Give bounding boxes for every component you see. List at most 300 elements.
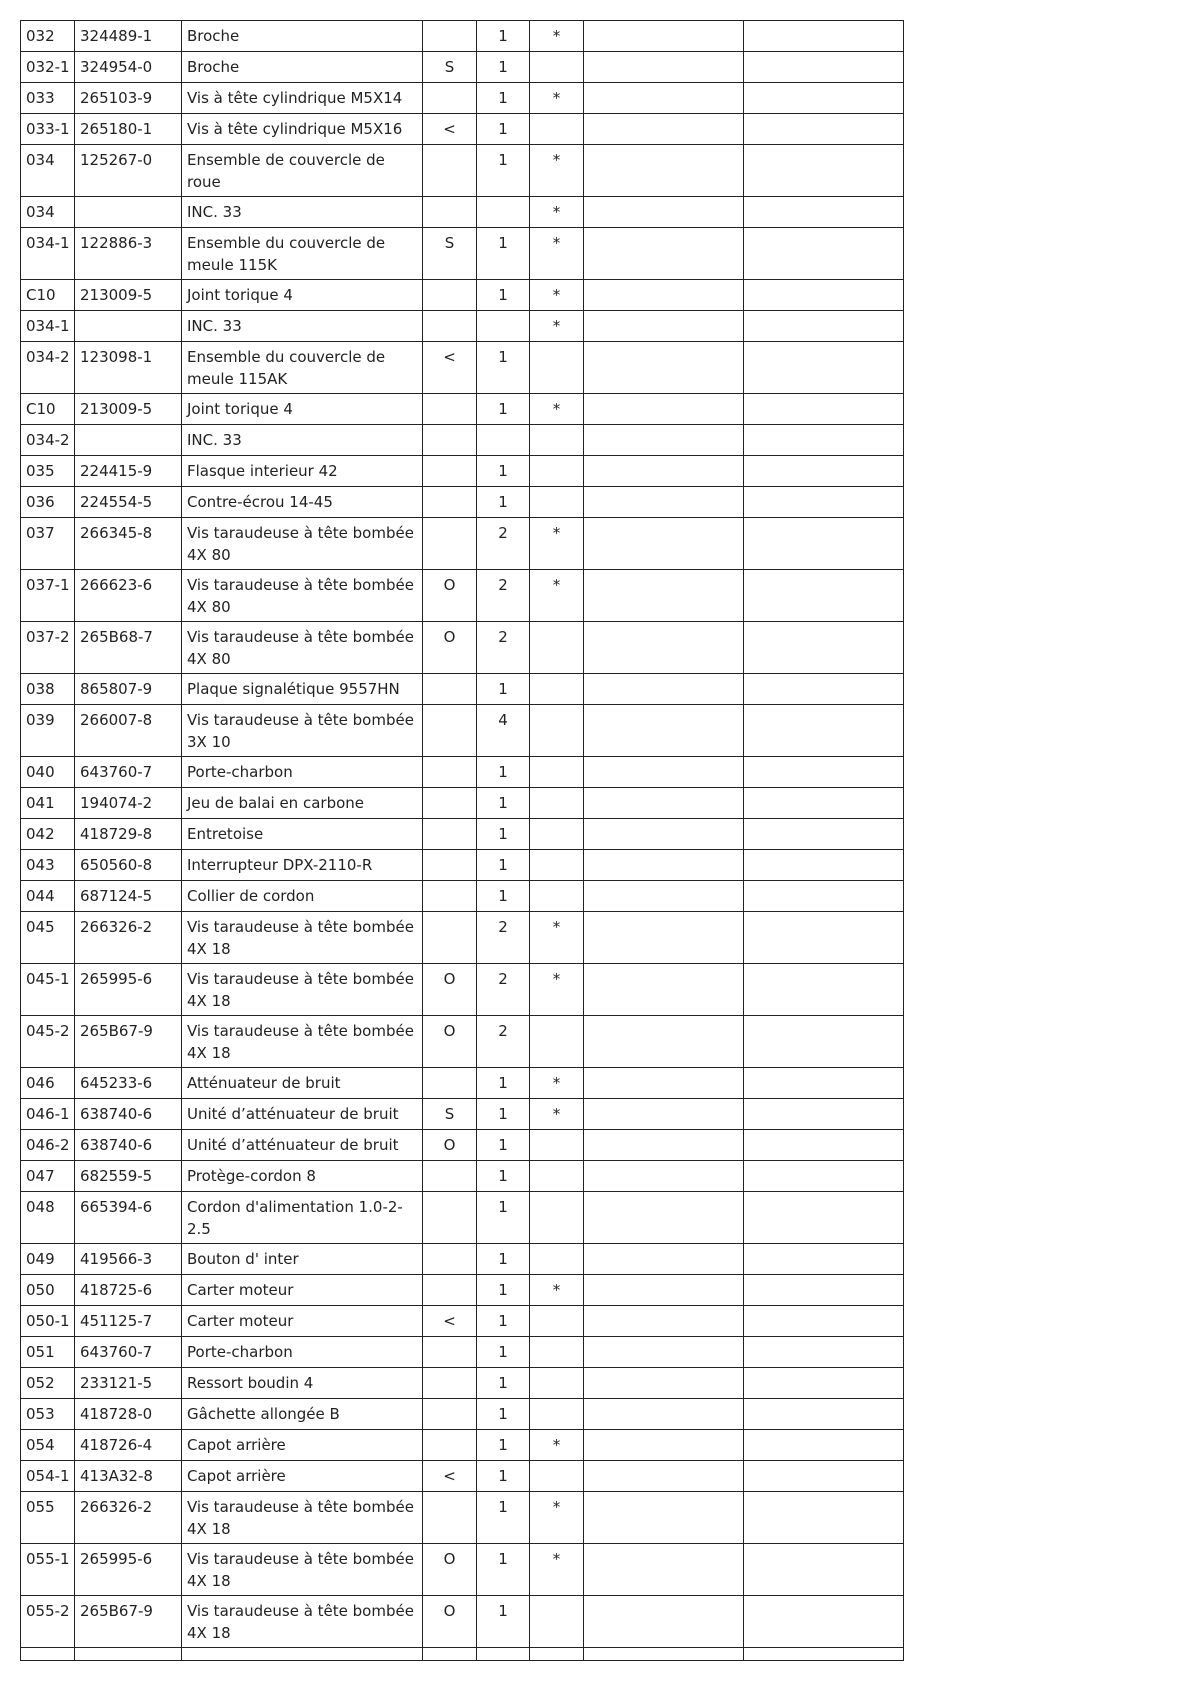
item-no-cell: 045-2 [21, 1016, 75, 1068]
code-cell [423, 1399, 477, 1430]
description-cell: Unité d’atténuateur de bruit [182, 1130, 423, 1161]
note-cell [530, 757, 584, 788]
extra-cell-1 [584, 197, 744, 228]
description-cell: Broche [182, 21, 423, 52]
extra-cell-1 [584, 311, 744, 342]
item-no-cell: C10 [21, 394, 75, 425]
note-cell [530, 1244, 584, 1275]
extra-cell-2 [744, 197, 904, 228]
table-row [21, 622, 904, 674]
continued-cell [75, 1648, 182, 1661]
extra-cell-2 [744, 114, 904, 145]
qty-cell: 1 [477, 114, 530, 145]
extra-cell-1 [584, 52, 744, 83]
table-row [21, 280, 904, 311]
qty-cell: 1 [477, 1461, 530, 1492]
qty-cell: 1 [477, 674, 530, 705]
extra-cell-1 [584, 394, 744, 425]
qty-cell: 1 [477, 394, 530, 425]
qty-cell: 1 [477, 1368, 530, 1399]
extra-cell-1 [584, 83, 744, 114]
extra-cell-1 [584, 518, 744, 570]
extra-cell-2 [744, 1492, 904, 1544]
qty-cell: 1 [477, 1275, 530, 1306]
note-cell [530, 1306, 584, 1337]
note-cell [530, 425, 584, 456]
table-row [21, 1306, 904, 1337]
note-cell [530, 1596, 584, 1648]
extra-cell-1 [584, 1596, 744, 1648]
part-no-cell: 125267-0 [75, 145, 182, 197]
table-row [21, 342, 904, 394]
table-row [21, 1337, 904, 1368]
table-row [21, 850, 904, 881]
extra-cell-1 [584, 1099, 744, 1130]
item-no-cell: C10 [21, 280, 75, 311]
note-cell [530, 622, 584, 674]
extra-cell-1 [584, 1492, 744, 1544]
note-cell: * [530, 964, 584, 1016]
description-cell: Porte-charbon [182, 1337, 423, 1368]
extra-cell-1 [584, 1016, 744, 1068]
table-row [21, 518, 904, 570]
qty-cell: 1 [477, 83, 530, 114]
table-row [21, 228, 904, 280]
item-no-cell: 041 [21, 788, 75, 819]
qty-cell: 1 [477, 1099, 530, 1130]
note-cell [530, 1368, 584, 1399]
extra-cell-2 [744, 1244, 904, 1275]
item-no-cell: 050-1 [21, 1306, 75, 1337]
note-cell [530, 114, 584, 145]
table-row [21, 964, 904, 1016]
table-row [21, 819, 904, 850]
extra-cell-2 [744, 1130, 904, 1161]
item-no-cell: 055-1 [21, 1544, 75, 1596]
note-cell [530, 705, 584, 757]
item-no-cell: 033-1 [21, 114, 75, 145]
continued-cell [21, 1648, 75, 1661]
part-no-cell: 665394-6 [75, 1192, 182, 1244]
note-cell: * [530, 570, 584, 622]
note-cell: * [530, 1099, 584, 1130]
extra-cell-1 [584, 21, 744, 52]
qty-cell: 1 [477, 52, 530, 83]
item-no-cell: 035 [21, 456, 75, 487]
extra-cell-1 [584, 964, 744, 1016]
table-row [21, 1461, 904, 1492]
extra-cell-2 [744, 342, 904, 394]
code-cell [423, 425, 477, 456]
code-cell [423, 145, 477, 197]
code-cell [423, 1244, 477, 1275]
note-cell: * [530, 83, 584, 114]
extra-cell-1 [584, 1544, 744, 1596]
part-no-cell: 413A32-8 [75, 1461, 182, 1492]
description-cell: Carter moteur [182, 1306, 423, 1337]
table-row [21, 1130, 904, 1161]
part-no-cell: 418729-8 [75, 819, 182, 850]
part-no-cell: 224554-5 [75, 487, 182, 518]
note-cell [530, 1016, 584, 1068]
item-no-cell: 043 [21, 850, 75, 881]
extra-cell-2 [744, 1161, 904, 1192]
item-no-cell: 052 [21, 1368, 75, 1399]
description-cell: Unité d’atténuateur de bruit [182, 1099, 423, 1130]
part-no-cell: 265995-6 [75, 1544, 182, 1596]
part-no-cell [75, 425, 182, 456]
item-no-cell: 054-1 [21, 1461, 75, 1492]
table-row [21, 394, 904, 425]
extra-cell-2 [744, 487, 904, 518]
extra-cell-1 [584, 881, 744, 912]
table-row [21, 83, 904, 114]
qty-cell: 1 [477, 342, 530, 394]
note-cell: * [530, 197, 584, 228]
code-cell [423, 705, 477, 757]
part-no-cell: 266007-8 [75, 705, 182, 757]
part-no-cell: 266326-2 [75, 1492, 182, 1544]
part-no-cell: 265995-6 [75, 964, 182, 1016]
part-no-cell [75, 311, 182, 342]
extra-cell-1 [584, 456, 744, 487]
extra-cell-2 [744, 622, 904, 674]
table-row [21, 912, 904, 964]
description-cell: Vis taraudeuse à tête bombée 4X 18 [182, 964, 423, 1016]
extra-cell-1 [584, 280, 744, 311]
part-no-cell: 265180-1 [75, 114, 182, 145]
item-no-cell: 034-2 [21, 342, 75, 394]
item-no-cell: 055 [21, 1492, 75, 1544]
code-cell [423, 311, 477, 342]
code-cell: O [423, 964, 477, 1016]
item-no-cell: 037-2 [21, 622, 75, 674]
part-no-cell: 418728-0 [75, 1399, 182, 1430]
extra-cell-1 [584, 342, 744, 394]
note-cell [530, 674, 584, 705]
qty-cell: 1 [477, 850, 530, 881]
description-cell: Vis à tête cylindrique M5X16 [182, 114, 423, 145]
code-cell [423, 850, 477, 881]
description-cell: Vis taraudeuse à tête bombée 4X 18 [182, 1544, 423, 1596]
qty-cell: 1 [477, 1306, 530, 1337]
item-no-cell: 050 [21, 1275, 75, 1306]
note-cell [530, 1337, 584, 1368]
item-no-cell: 054 [21, 1430, 75, 1461]
table-row [21, 425, 904, 456]
extra-cell-2 [744, 1275, 904, 1306]
note-cell [530, 342, 584, 394]
extra-cell-2 [744, 145, 904, 197]
part-no-cell: 451125-7 [75, 1306, 182, 1337]
description-cell: Bouton d' inter [182, 1244, 423, 1275]
item-no-cell: 042 [21, 819, 75, 850]
qty-cell: 1 [477, 228, 530, 280]
note-cell: * [530, 1544, 584, 1596]
item-no-cell: 034-2 [21, 425, 75, 456]
description-cell: Flasque interieur 42 [182, 456, 423, 487]
description-cell: Contre-écrou 14-45 [182, 487, 423, 518]
table-row [21, 570, 904, 622]
extra-cell-2 [744, 394, 904, 425]
extra-cell-2 [744, 1192, 904, 1244]
part-no-cell: 265B67-9 [75, 1596, 182, 1648]
item-no-cell: 055-2 [21, 1596, 75, 1648]
code-cell [423, 881, 477, 912]
code-cell: S [423, 52, 477, 83]
qty-cell: 1 [477, 1596, 530, 1648]
part-no-cell: 643760-7 [75, 1337, 182, 1368]
extra-cell-2 [744, 674, 904, 705]
table-row [21, 1099, 904, 1130]
part-no-cell: 266345-8 [75, 518, 182, 570]
description-cell: Protège-cordon 8 [182, 1161, 423, 1192]
part-no-cell: 638740-6 [75, 1130, 182, 1161]
code-cell [423, 197, 477, 228]
qty-cell: 2 [477, 518, 530, 570]
qty-cell [477, 425, 530, 456]
part-no-cell: 650560-8 [75, 850, 182, 881]
note-cell: * [530, 228, 584, 280]
extra-cell-1 [584, 705, 744, 757]
qty-cell: 1 [477, 819, 530, 850]
code-cell [423, 1068, 477, 1099]
description-cell: Entretoise [182, 819, 423, 850]
description-cell: Atténuateur de bruit [182, 1068, 423, 1099]
description-cell: Ensemble du couvercle de meule 115K [182, 228, 423, 280]
extra-cell-2 [744, 21, 904, 52]
note-cell: * [530, 1275, 584, 1306]
continued-cell [584, 1648, 744, 1661]
extra-cell-2 [744, 311, 904, 342]
note-cell: * [530, 311, 584, 342]
description-cell: Jeu de balai en carbone [182, 788, 423, 819]
qty-cell: 1 [477, 1130, 530, 1161]
part-no-cell: 266623-6 [75, 570, 182, 622]
extra-cell-2 [744, 518, 904, 570]
code-cell [423, 21, 477, 52]
qty-cell: 1 [477, 1192, 530, 1244]
item-no-cell: 046-1 [21, 1099, 75, 1130]
extra-cell-2 [744, 912, 904, 964]
qty-cell: 1 [477, 456, 530, 487]
code-cell: < [423, 1461, 477, 1492]
note-cell [530, 1161, 584, 1192]
table-row [21, 1161, 904, 1192]
code-cell [423, 1161, 477, 1192]
qty-cell: 4 [477, 705, 530, 757]
description-cell: INC. 33 [182, 425, 423, 456]
table-row [21, 788, 904, 819]
item-no-cell: 049 [21, 1244, 75, 1275]
part-no-cell: 233121-5 [75, 1368, 182, 1399]
extra-cell-1 [584, 114, 744, 145]
description-cell: Plaque signalétique 9557HN [182, 674, 423, 705]
extra-cell-2 [744, 1337, 904, 1368]
note-cell [530, 881, 584, 912]
qty-cell: 1 [477, 1337, 530, 1368]
code-cell [423, 757, 477, 788]
extra-cell-2 [744, 1368, 904, 1399]
description-cell: Capot arrière [182, 1461, 423, 1492]
part-no-cell: 324489-1 [75, 21, 182, 52]
part-no-cell: 418726-4 [75, 1430, 182, 1461]
description-cell: Cordon d'alimentation 1.0-2-2.5 [182, 1192, 423, 1244]
qty-cell: 2 [477, 912, 530, 964]
description-cell: Vis taraudeuse à tête bombée 4X 18 [182, 1016, 423, 1068]
description-cell: Ensemble de couvercle de roue [182, 145, 423, 197]
part-no-cell [75, 197, 182, 228]
code-cell: S [423, 228, 477, 280]
item-no-cell: 032-1 [21, 52, 75, 83]
extra-cell-1 [584, 425, 744, 456]
part-no-cell: 324954-0 [75, 52, 182, 83]
extra-cell-1 [584, 1192, 744, 1244]
extra-cell-1 [584, 1430, 744, 1461]
extra-cell-2 [744, 1430, 904, 1461]
part-no-cell: 682559-5 [75, 1161, 182, 1192]
qty-cell: 2 [477, 1016, 530, 1068]
table-row [21, 1192, 904, 1244]
extra-cell-1 [584, 1306, 744, 1337]
table-row [21, 197, 904, 228]
qty-cell: 2 [477, 622, 530, 674]
table-row-continued [21, 1648, 904, 1661]
note-cell [530, 487, 584, 518]
qty-cell: 2 [477, 570, 530, 622]
extra-cell-2 [744, 705, 904, 757]
extra-cell-1 [584, 145, 744, 197]
item-no-cell: 032 [21, 21, 75, 52]
code-cell [423, 788, 477, 819]
table-row [21, 1016, 904, 1068]
extra-cell-2 [744, 280, 904, 311]
extra-cell-2 [744, 1016, 904, 1068]
extra-cell-1 [584, 1161, 744, 1192]
part-no-cell: 865807-9 [75, 674, 182, 705]
code-cell [423, 819, 477, 850]
item-no-cell: 044 [21, 881, 75, 912]
qty-cell [477, 197, 530, 228]
part-no-cell: 266326-2 [75, 912, 182, 964]
parts-table-body [21, 21, 904, 1661]
code-cell: < [423, 342, 477, 394]
extra-cell-2 [744, 83, 904, 114]
description-cell: Vis taraudeuse à tête bombée 4X 18 [182, 1596, 423, 1648]
table-row [21, 1275, 904, 1306]
extra-cell-1 [584, 912, 744, 964]
continued-cell [530, 1648, 584, 1661]
qty-cell: 1 [477, 1244, 530, 1275]
extra-cell-1 [584, 1337, 744, 1368]
extra-cell-2 [744, 881, 904, 912]
table-row [21, 674, 904, 705]
part-no-cell: 419566-3 [75, 1244, 182, 1275]
note-cell: * [530, 518, 584, 570]
item-no-cell: 034 [21, 145, 75, 197]
part-no-cell: 687124-5 [75, 881, 182, 912]
extra-cell-2 [744, 52, 904, 83]
extra-cell-1 [584, 757, 744, 788]
code-cell: S [423, 1099, 477, 1130]
description-cell: Ressort boudin 4 [182, 1368, 423, 1399]
note-cell: * [530, 1430, 584, 1461]
part-no-cell: 213009-5 [75, 394, 182, 425]
extra-cell-2 [744, 1306, 904, 1337]
item-no-cell: 046-2 [21, 1130, 75, 1161]
qty-cell: 1 [477, 1492, 530, 1544]
table-row [21, 881, 904, 912]
part-no-cell: 224415-9 [75, 456, 182, 487]
item-no-cell: 051 [21, 1337, 75, 1368]
table-row [21, 1244, 904, 1275]
extra-cell-2 [744, 850, 904, 881]
extra-cell-2 [744, 788, 904, 819]
part-no-cell: 643760-7 [75, 757, 182, 788]
qty-cell: 1 [477, 1068, 530, 1099]
description-cell: Gâchette allongée B [182, 1399, 423, 1430]
extra-cell-2 [744, 456, 904, 487]
extra-cell-1 [584, 487, 744, 518]
extra-cell-2 [744, 964, 904, 1016]
extra-cell-2 [744, 1596, 904, 1648]
part-no-cell: 122886-3 [75, 228, 182, 280]
continued-cell [477, 1648, 530, 1661]
code-cell [423, 83, 477, 114]
description-cell: Vis taraudeuse à tête bombée 4X 18 [182, 912, 423, 964]
code-cell: O [423, 1544, 477, 1596]
description-cell: Broche [182, 52, 423, 83]
table-row [21, 1068, 904, 1099]
extra-cell-2 [744, 570, 904, 622]
qty-cell: 1 [477, 21, 530, 52]
note-cell [530, 788, 584, 819]
item-no-cell: 038 [21, 674, 75, 705]
qty-cell: 1 [477, 1399, 530, 1430]
qty-cell: 1 [477, 1430, 530, 1461]
table-row [21, 1492, 904, 1544]
item-no-cell: 040 [21, 757, 75, 788]
description-cell: Vis taraudeuse à tête bombée 4X 18 [182, 1492, 423, 1544]
item-no-cell: 053 [21, 1399, 75, 1430]
table-row [21, 114, 904, 145]
code-cell [423, 1368, 477, 1399]
item-no-cell: 033 [21, 83, 75, 114]
part-no-cell: 638740-6 [75, 1099, 182, 1130]
description-cell: Vis taraudeuse à tête bombée 4X 80 [182, 570, 423, 622]
item-no-cell: 034 [21, 197, 75, 228]
item-no-cell: 037-1 [21, 570, 75, 622]
note-cell [530, 1192, 584, 1244]
extra-cell-2 [744, 1461, 904, 1492]
item-no-cell: 048 [21, 1192, 75, 1244]
note-cell [530, 850, 584, 881]
extra-cell-1 [584, 788, 744, 819]
note-cell [530, 1399, 584, 1430]
description-cell: Capot arrière [182, 1430, 423, 1461]
extra-cell-1 [584, 228, 744, 280]
description-cell: INC. 33 [182, 311, 423, 342]
table-row [21, 757, 904, 788]
extra-cell-2 [744, 757, 904, 788]
code-cell: O [423, 1016, 477, 1068]
extra-cell-2 [744, 425, 904, 456]
table-row [21, 456, 904, 487]
qty-cell: 1 [477, 487, 530, 518]
note-cell: * [530, 21, 584, 52]
table-row [21, 21, 904, 52]
part-no-cell: 265103-9 [75, 83, 182, 114]
